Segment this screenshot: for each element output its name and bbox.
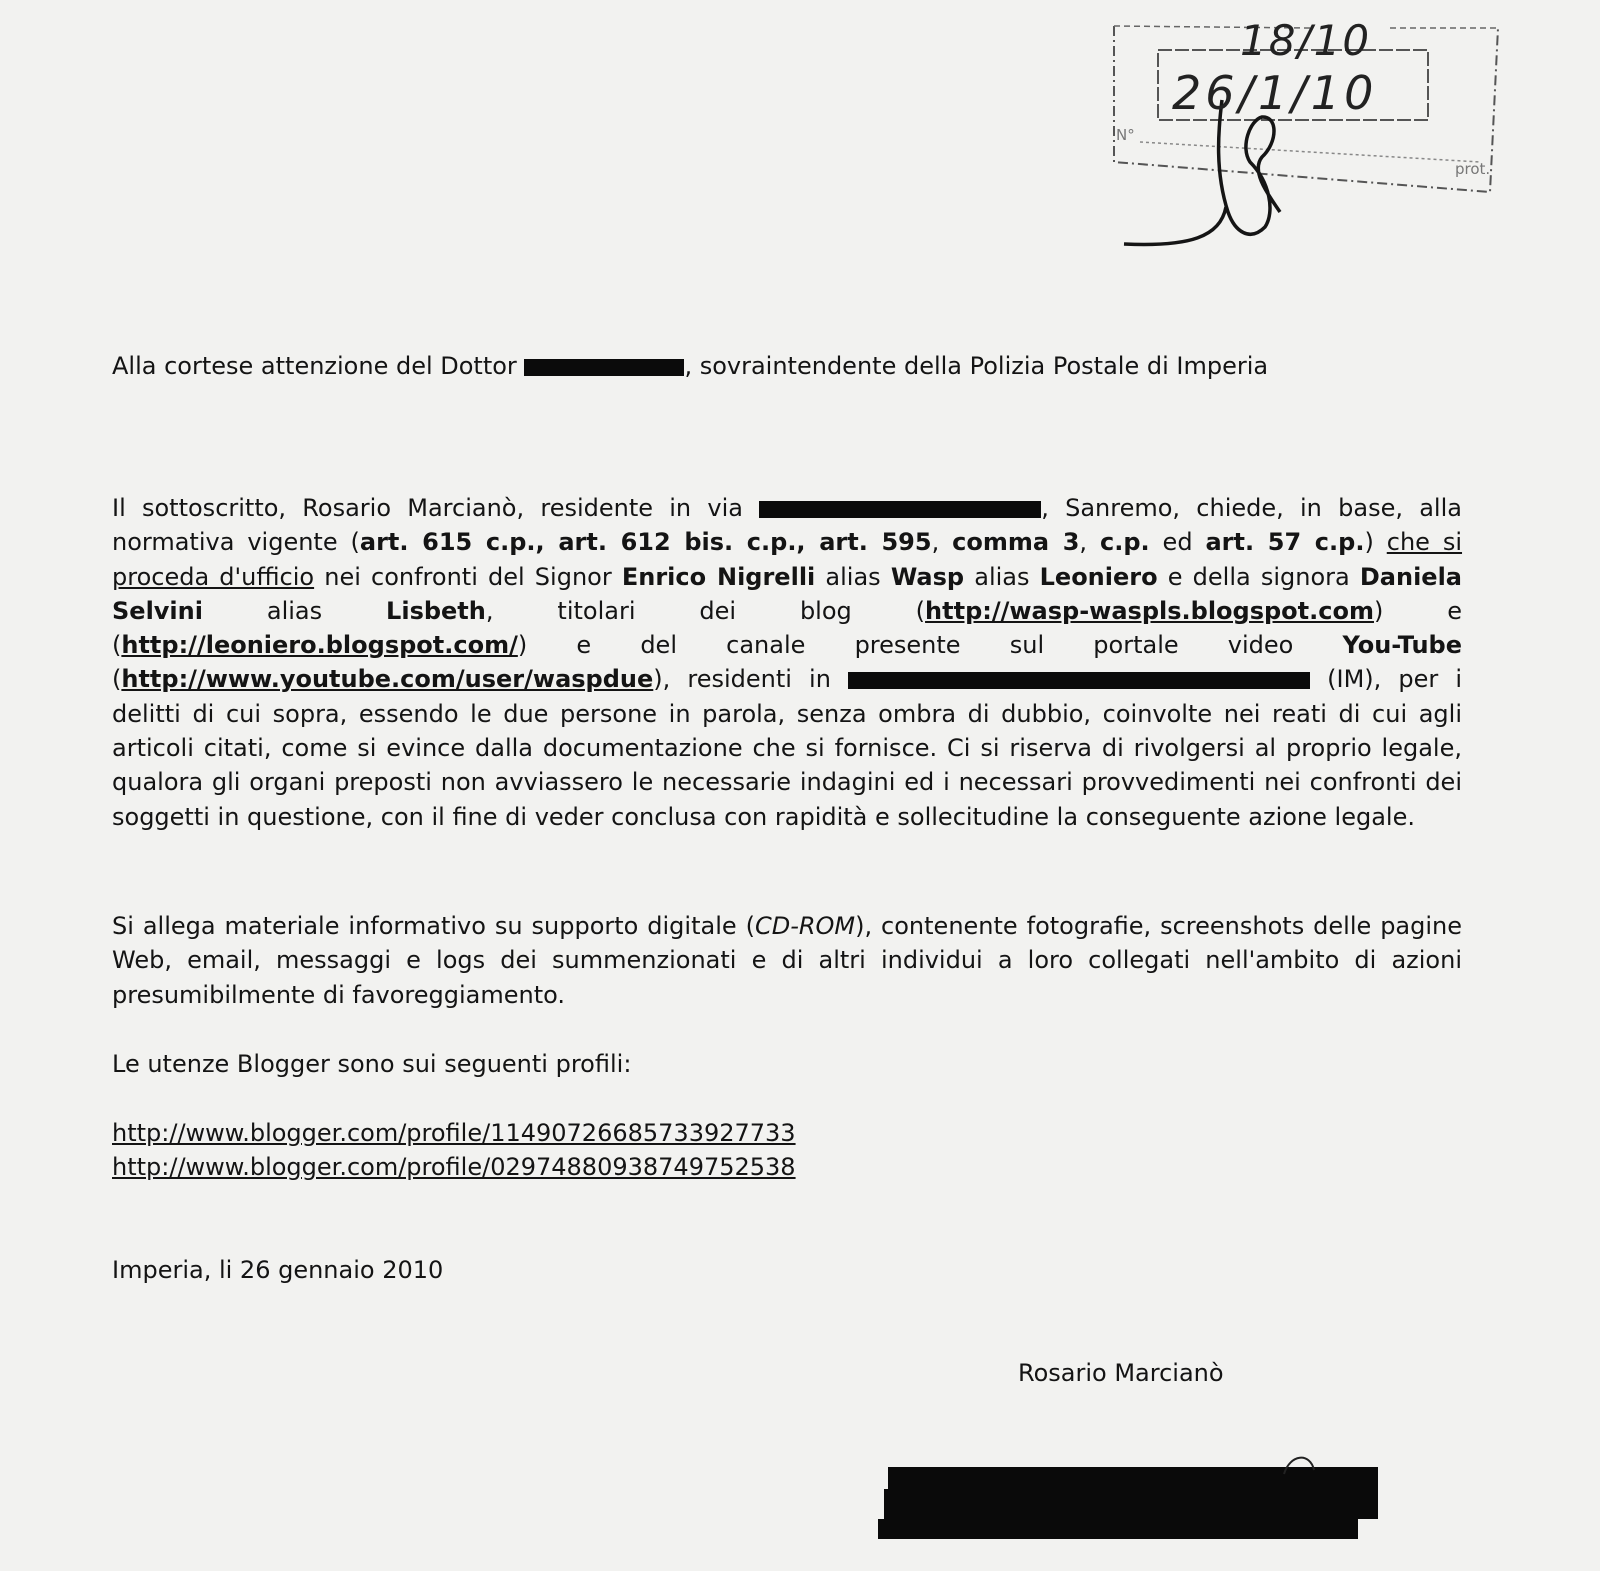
law-article: art. 57 c.p. xyxy=(1205,528,1365,557)
law-article: comma 3 xyxy=(952,528,1080,557)
signature-flourish xyxy=(1280,1450,1320,1480)
redacted-signature xyxy=(884,1489,1378,1519)
text-run: , xyxy=(931,528,953,557)
redaction-bar xyxy=(759,501,1041,518)
youtube-link[interactable]: http://www.youtube.com/user/waspdue xyxy=(121,665,654,694)
addressee-line xyxy=(112,349,1462,383)
text-run: Il sottoscritto, Rosario Marcianò, residente in via xyxy=(112,494,743,522)
text-run: , Sanremo, chiede, in base, alla normativa vigente ( xyxy=(112,494,1462,557)
addressee-prefix: Alla cortese attenzione del Dottor xyxy=(112,352,517,380)
redaction-bar xyxy=(524,359,684,376)
complaint-paragraph xyxy=(112,491,1462,834)
text-run: (IM), per i delitti di cui sopra, essendo le due persone in parola, senza ombra di dubbio, coinvolte nei reati di cui agli articoli citati, come si evince dalla documentazione che si fornisce. Ci si riserva di rivolgersi al proprio legale, qualora gli organi preposti non avviassero le necessarie indagini ed i necessari provvedimenti nei confronti dei soggetti in questione, con il fine di veder conclusa con rapidità e sollecitudine la conseguente azione legale. xyxy=(112,665,1462,831)
text-run: alias xyxy=(815,562,891,591)
text-run: , xyxy=(1079,528,1100,557)
person-name: Enrico Nigrelli xyxy=(621,562,816,591)
profile-links xyxy=(112,1116,1462,1185)
text-run: ed xyxy=(1149,528,1206,557)
person-alias: Wasp xyxy=(890,562,965,591)
law-article: art. 615 c.p., art. 612 bis. c.p., art. 595 xyxy=(359,528,932,557)
stamp-number-label: N° xyxy=(1116,126,1135,144)
redaction-bar xyxy=(848,672,1310,689)
text-run: ), contenente fotografie, screenshots delle pagine Web, email, messaggi e logs dei summenzionati e di altri individui a loro collegati nell'ambito di azioni presumibilmente di favoreggiamento. xyxy=(112,912,1463,1009)
profiles-label: Le utenze Blogger sono sui seguenti profili: xyxy=(112,1050,632,1078)
text-run: e della signora xyxy=(1157,562,1360,591)
text-run: ) e ( xyxy=(112,596,1463,660)
signatory-name: Rosario Marcianò xyxy=(1018,1359,1224,1387)
text-run: ) e del canale presente sul portale video xyxy=(517,631,1343,660)
addressee-suffix: , sovraintendente della Polizia Postale di Imperia xyxy=(684,352,1269,380)
stamp-prot-label: prot. xyxy=(1455,160,1491,178)
text-run: alias xyxy=(202,596,387,625)
text-run: ( xyxy=(112,665,122,694)
place-date: Imperia, li 26 gennaio 2010 xyxy=(112,1256,444,1284)
text-run: Si allega materiale informativo su supporto digitale ( xyxy=(112,912,755,940)
blog-link[interactable]: http://leoniero.blogspot.com/ xyxy=(121,631,518,660)
text-run: alias xyxy=(964,562,1040,591)
text-run: nei confronti del Signor xyxy=(314,562,622,591)
redacted-signature xyxy=(878,1519,1358,1539)
platform-name: You-Tube xyxy=(1342,631,1462,660)
person-alias: Leoniero xyxy=(1039,562,1158,591)
person-name: Daniela Selvini xyxy=(112,562,1462,625)
stamp-date-handwritten: 26/1/10 xyxy=(1172,66,1378,120)
law-article: c.p. xyxy=(1099,528,1150,557)
stamp-date-handwritten-top: 18/10 xyxy=(1240,16,1372,65)
cd-rom-term: CD-ROM xyxy=(754,912,856,940)
blog-link[interactable]: http://wasp-waspls.blogspot.com xyxy=(925,596,1374,625)
text-run: ), residenti in xyxy=(653,665,831,694)
blogger-profile-link[interactable]: http://www.blogger.com/profile/02974880938749752538 xyxy=(112,1153,796,1182)
text-run: , titolari dei blog ( xyxy=(485,596,926,625)
protocol-stamp xyxy=(1100,16,1524,200)
blogger-profile-link[interactable]: http://www.blogger.com/profile/11490726685733927733 xyxy=(112,1119,796,1147)
text-run: ) xyxy=(1364,528,1387,557)
attachment-paragraph xyxy=(112,909,1462,1012)
person-alias: Lisbeth xyxy=(386,596,486,625)
underlined-phrase: che si proceda d'ufficio xyxy=(112,528,1463,591)
